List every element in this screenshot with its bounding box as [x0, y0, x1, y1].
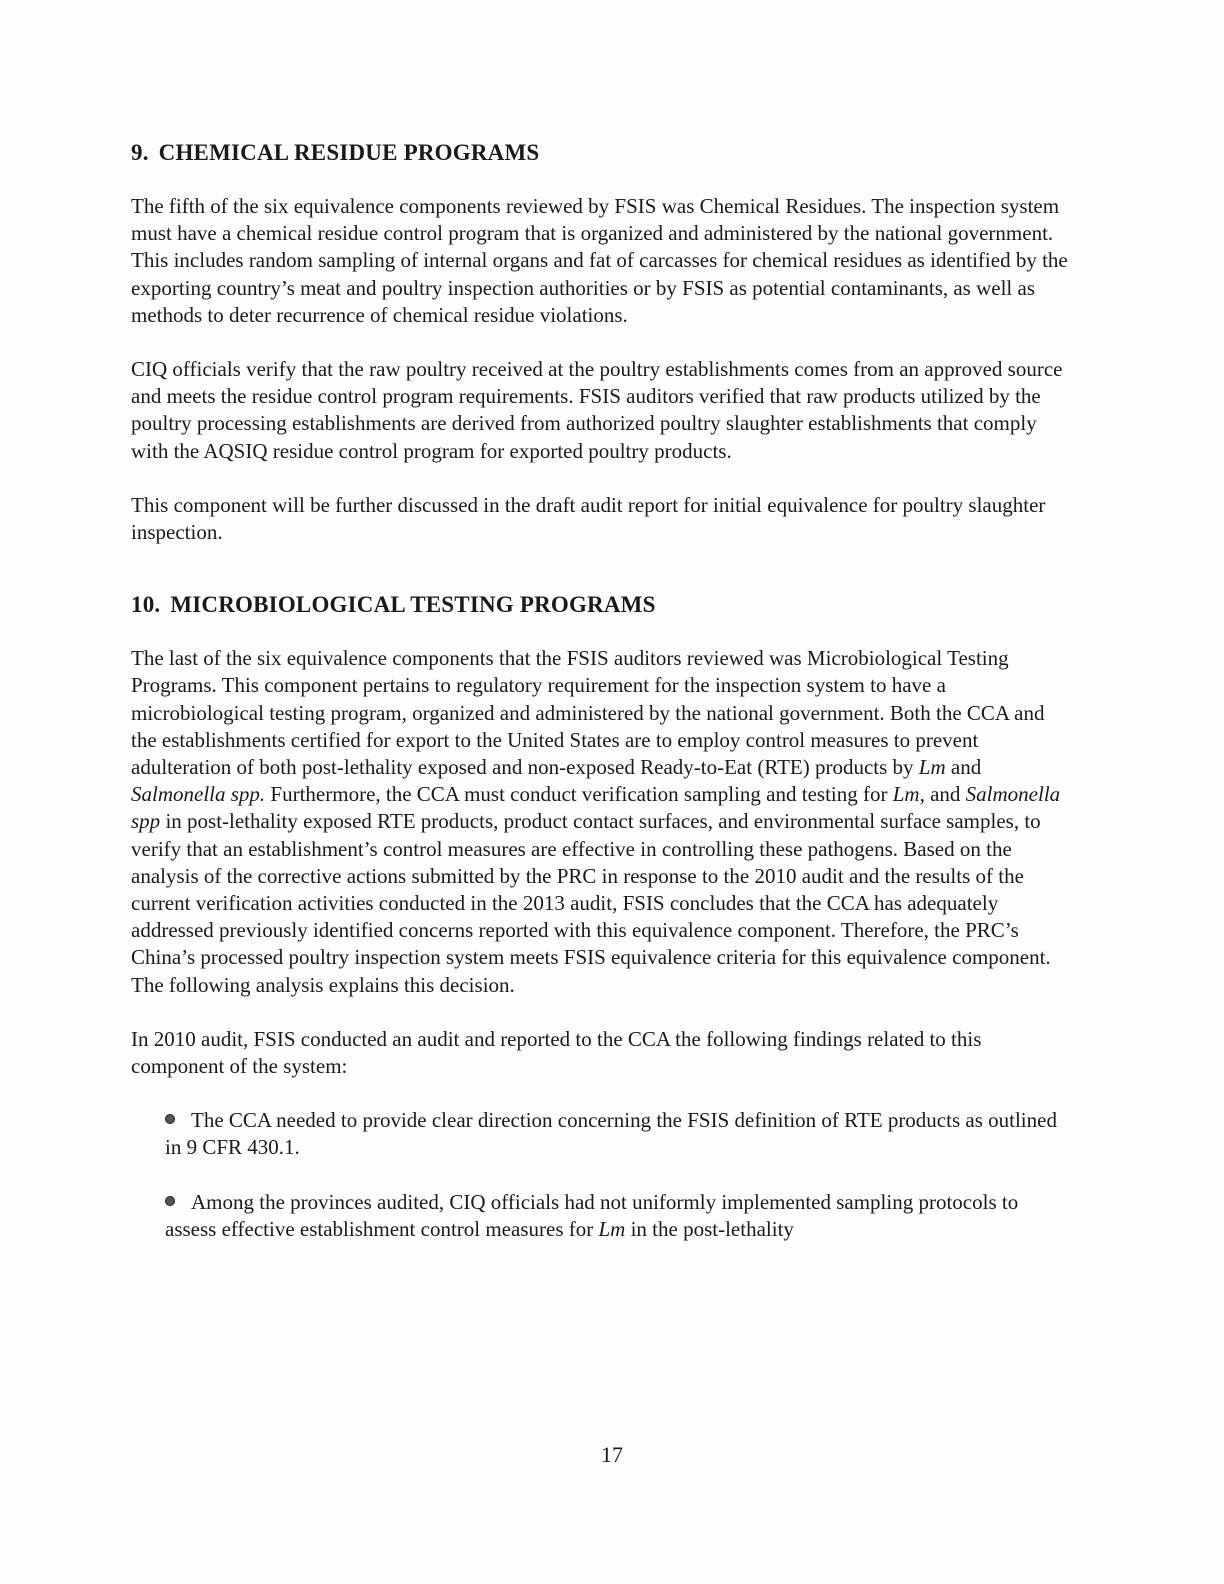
- organism-name: Lm: [892, 782, 920, 807]
- organism-name: Salmonella spp: [131, 782, 1061, 834]
- section-9-number: 9.: [131, 140, 149, 165]
- organism-name: Lm: [918, 755, 946, 780]
- list-item-text: The CCA needed to provide clear direction concerning the FSIS definition of RTE products as outlined in 9 CFR 430.1.: [165, 1108, 1057, 1160]
- section-10-paragraph-2: In 2010 audit, FSIS conducted an audit and reported to the CCA the following findings related to this component of the system:: [131, 1026, 982, 1079]
- section-10-heading: [131, 590, 1071, 620]
- section-10-title: MICROBIOLOGICAL TESTING PROGRAMS: [170, 592, 656, 618]
- list-item-text: in the post-lethality: [625, 1216, 794, 1241]
- section-10-number: 10.: [131, 592, 161, 618]
- section-9-title: CHEMICAL RESIDUE PROGRAMS: [158, 140, 540, 165]
- para-text: in post-lethality exposed RTE products, product contact surfaces, and environmental surface samples, to verify that an establishment’s control measures are effective in controlling these pathogens. Based on the analysis of the corrective actions submitted by the PRC in response to the 2010 audit and the results of the current verification activities conducted in the 2013 audit, FSIS concludes that the CCA has adequately addressed previously identified concerns reported with this equivalence component. Therefore, the PRC’s China’s processed poultry inspection system meets FSIS equivalence criteria for this equivalence component. The following analysis explains this decision.: [131, 809, 1051, 997]
- page-number: 17: [601, 1442, 623, 1467]
- bullet-icon: [165, 1114, 175, 1124]
- para-text: , and: [919, 782, 966, 807]
- section-9-paragraph-2: CIQ officials verify that the raw poultry received at the poultry establishments comes from an approved source and meets the residue control program requirements. FSIS auditors verified that raw products utilized by the poultry processing establishments are derived from authorized poultry slaughter establishments that comply with the AQSIQ residue control program for exported poultry products.: [131, 357, 1063, 463]
- section-9-paragraph-1: The fifth of the six equivalence components reviewed by FSIS was Chemical Residues. The inspection system must have a chemical residue control program that is organized and administered by the national government. This includes random sampling of internal organs and fat of carcasses for chemical residues as identified by the exporting country’s meat and poultry inspection authorities or by FSIS as potential contaminants, as well as methods to deter recurrence of chemical residue violations.: [131, 194, 1068, 327]
- organism-name: Lm: [598, 1216, 626, 1241]
- list-item: [165, 1107, 1071, 1161]
- para-text: and: [945, 755, 982, 780]
- list-item: [165, 1189, 1071, 1243]
- para-text: Furthermore, the CCA must conduct verification sampling and testing for: [265, 782, 893, 807]
- page-content: [131, 138, 1071, 1243]
- list-item-text: Among the provinces audited, CIQ officials had not uniformly implemented sampling protocols to assess effective establishment control measures for: [165, 1189, 1019, 1241]
- bullet-icon: [165, 1196, 175, 1206]
- section-10-paragraph-1: [131, 645, 1071, 999]
- section-9-heading: [131, 138, 1071, 168]
- findings-list: [131, 1107, 1071, 1243]
- section-9-paragraph-3: This component will be further discussed in the draft audit report for initial equivalence for poultry slaughter inspection.: [131, 492, 1046, 545]
- organism-name: Salmonella spp.: [131, 782, 266, 807]
- para-text: The last of the six equivalence components that the FSIS auditors reviewed was Microbiological Testing Programs. This component pertains to regulatory requirement for the inspection system to have a microbiological testing program, organized and administered by the national government. Both the CCA and the establishments certified for export to the United States are to employ control measures to prevent adulteration of both post-lethality exposed and non-exposed Ready-to-Eat (RTE) products by: [131, 646, 1045, 780]
